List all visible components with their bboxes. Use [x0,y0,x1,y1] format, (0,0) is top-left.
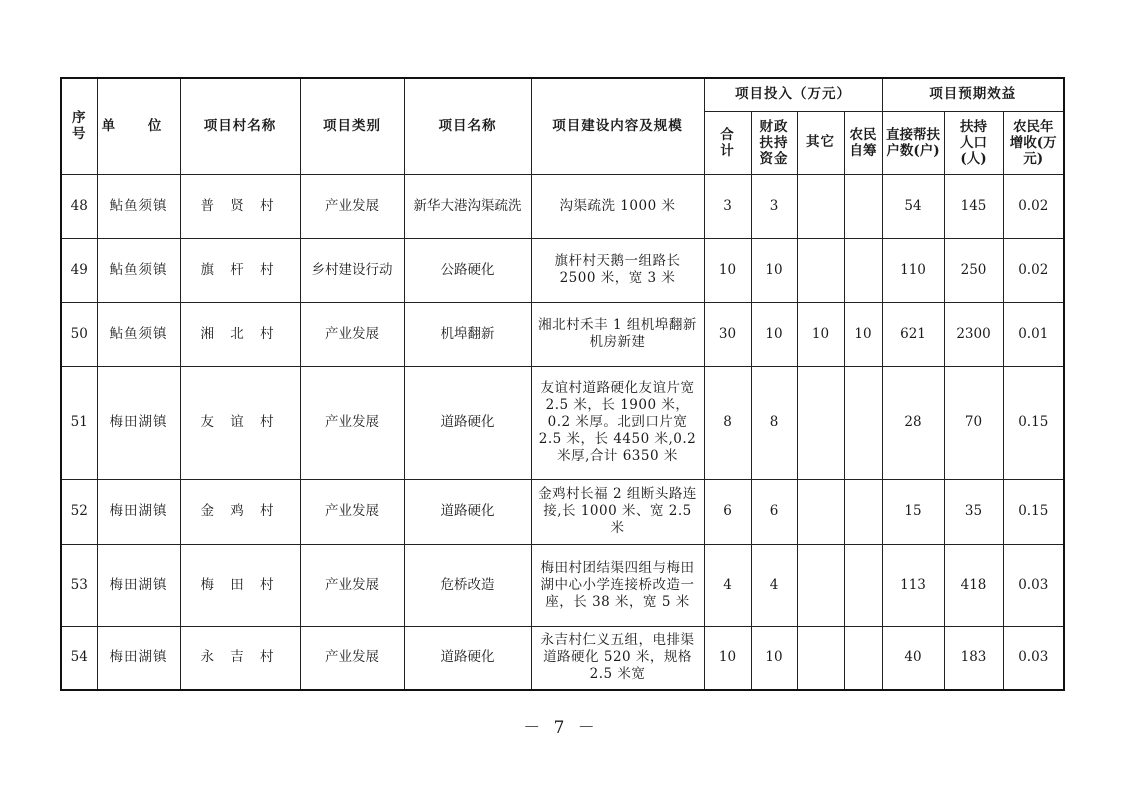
cell-content: 友谊村道路硬化友谊片宽 2.5 米，长 1900 米，0.2 米厚。北剅口片宽 2.5 米，长 4450 米,0.2 米厚,合计 6350 米 [531,366,704,479]
cell-other [797,366,844,479]
cell-village: 普 贤 村 [180,174,300,238]
cell-total: 8 [704,366,751,479]
header-fiscal: 财政扶持资金 [751,111,797,174]
cell-village: 永 吉 村 [180,626,300,690]
table-row [61,479,1064,544]
table-row [61,544,1064,626]
cell-unit: 梅田湖镇 [97,626,180,690]
cell-other [797,174,844,238]
cell-income: 0.15 [1003,366,1064,479]
cell-project-name: 道路硬化 [404,366,531,479]
cell-population: 35 [944,479,1003,544]
cell-farmer [844,238,882,302]
cell-total: 6 [704,479,751,544]
cell-category: 产业发展 [300,626,404,690]
cell-category: 产业发展 [300,544,404,626]
cell-seq: 53 [61,544,97,626]
cell-fiscal: 4 [751,544,797,626]
header-population: 扶持人口(人) [944,111,1003,174]
cell-project-name: 道路硬化 [404,626,531,690]
cell-income: 0.03 [1003,544,1064,626]
cell-households: 621 [882,302,944,366]
cell-fiscal: 10 [751,302,797,366]
cell-content: 梅田村团结渠四组与梅田湖中心小学连接桥改造一座，长 38 米，宽 5 米 [531,544,704,626]
cell-households: 110 [882,238,944,302]
cell-fiscal: 6 [751,479,797,544]
cell-project-name: 危桥改造 [404,544,531,626]
cell-project-name: 机埠翻新 [404,302,531,366]
cell-seq: 54 [61,626,97,690]
cell-unit: 梅田湖镇 [97,544,180,626]
cell-project-name: 公路硬化 [404,238,531,302]
cell-category: 产业发展 [300,366,404,479]
project-table [60,77,1065,691]
header-unit: 单 位 [97,78,180,174]
cell-other [797,479,844,544]
cell-village: 友 谊 村 [180,366,300,479]
cell-fiscal: 8 [751,366,797,479]
cell-population: 145 [944,174,1003,238]
cell-seq: 51 [61,366,97,479]
header-income: 农民年增收(万元) [1003,111,1064,174]
cell-farmer [844,479,882,544]
cell-other [797,544,844,626]
header-farmer: 农民自筹 [844,111,882,174]
cell-population: 70 [944,366,1003,479]
cell-income: 0.15 [1003,479,1064,544]
cell-other: 10 [797,302,844,366]
cell-content: 金鸡村长福 2 组断头路连接,长 1000 米、宽 2.5 米 [531,479,704,544]
cell-unit: 鲇鱼须镇 [97,174,180,238]
header-row-top [61,78,1064,111]
cell-income: 0.02 [1003,238,1064,302]
cell-total: 10 [704,626,751,690]
cell-seq: 48 [61,174,97,238]
cell-project-name: 道路硬化 [404,479,531,544]
header-total: 合计 [704,111,751,174]
cell-population: 418 [944,544,1003,626]
header-village: 项目村名称 [180,78,300,174]
cell-total: 30 [704,302,751,366]
cell-income: 0.01 [1003,302,1064,366]
cell-project-name: 新华大港沟渠疏洗 [404,174,531,238]
cell-category: 乡村建设行动 [300,238,404,302]
cell-households: 113 [882,544,944,626]
cell-households: 54 [882,174,944,238]
cell-category: 产业发展 [300,479,404,544]
cell-seq: 49 [61,238,97,302]
header-households: 直接帮扶户数(户) [882,111,944,174]
cell-farmer [844,626,882,690]
cell-unit: 鲇鱼须镇 [97,238,180,302]
header-other: 其它 [797,111,844,174]
cell-category: 产业发展 [300,174,404,238]
cell-farmer: 10 [844,302,882,366]
cell-unit: 鲇鱼须镇 [97,302,180,366]
cell-farmer [844,544,882,626]
cell-population: 2300 [944,302,1003,366]
cell-other [797,238,844,302]
cell-content: 旗杆村天鹅一组路长 2500 米，宽 3 米 [531,238,704,302]
table-row [61,626,1064,690]
cell-households: 28 [882,366,944,479]
table-row [61,302,1064,366]
cell-content: 永吉村仁义五组，电排渠道路硬化 520 米，规格 2.5 米宽 [531,626,704,690]
cell-seq: 52 [61,479,97,544]
cell-seq: 50 [61,302,97,366]
cell-fiscal: 3 [751,174,797,238]
cell-unit: 梅田湖镇 [97,366,180,479]
cell-unit: 梅田湖镇 [97,479,180,544]
header-investment: 项目投入（万元） [704,78,882,111]
cell-fiscal: 10 [751,626,797,690]
cell-income: 0.02 [1003,174,1064,238]
header-seq: 序号 [61,78,97,174]
cell-households: 40 [882,626,944,690]
page-number: － 7 － [523,718,599,738]
cell-village: 金 鸡 村 [180,479,300,544]
cell-village: 旗 杆 村 [180,238,300,302]
header-content: 项目建设内容及规模 [531,78,704,174]
cell-category: 产业发展 [300,302,404,366]
cell-total: 4 [704,544,751,626]
cell-total: 3 [704,174,751,238]
table-row [61,174,1064,238]
cell-population: 183 [944,626,1003,690]
header-benefit: 项目预期效益 [882,78,1064,111]
header-category: 项目类别 [300,78,404,174]
cell-income: 0.03 [1003,626,1064,690]
cell-village: 湘 北 村 [180,302,300,366]
cell-households: 15 [882,479,944,544]
cell-content: 湘北村禾丰 1 组机埠翻新机房新建 [531,302,704,366]
header-project-name: 项目名称 [404,78,531,174]
cell-village: 梅 田 村 [180,544,300,626]
cell-farmer [844,366,882,479]
table-row [61,366,1064,479]
cell-other [797,626,844,690]
cell-total: 10 [704,238,751,302]
cell-fiscal: 10 [751,238,797,302]
cell-content: 沟渠疏洗 1000 米 [531,174,704,238]
table-row [61,238,1064,302]
cell-farmer [844,174,882,238]
cell-population: 250 [944,238,1003,302]
